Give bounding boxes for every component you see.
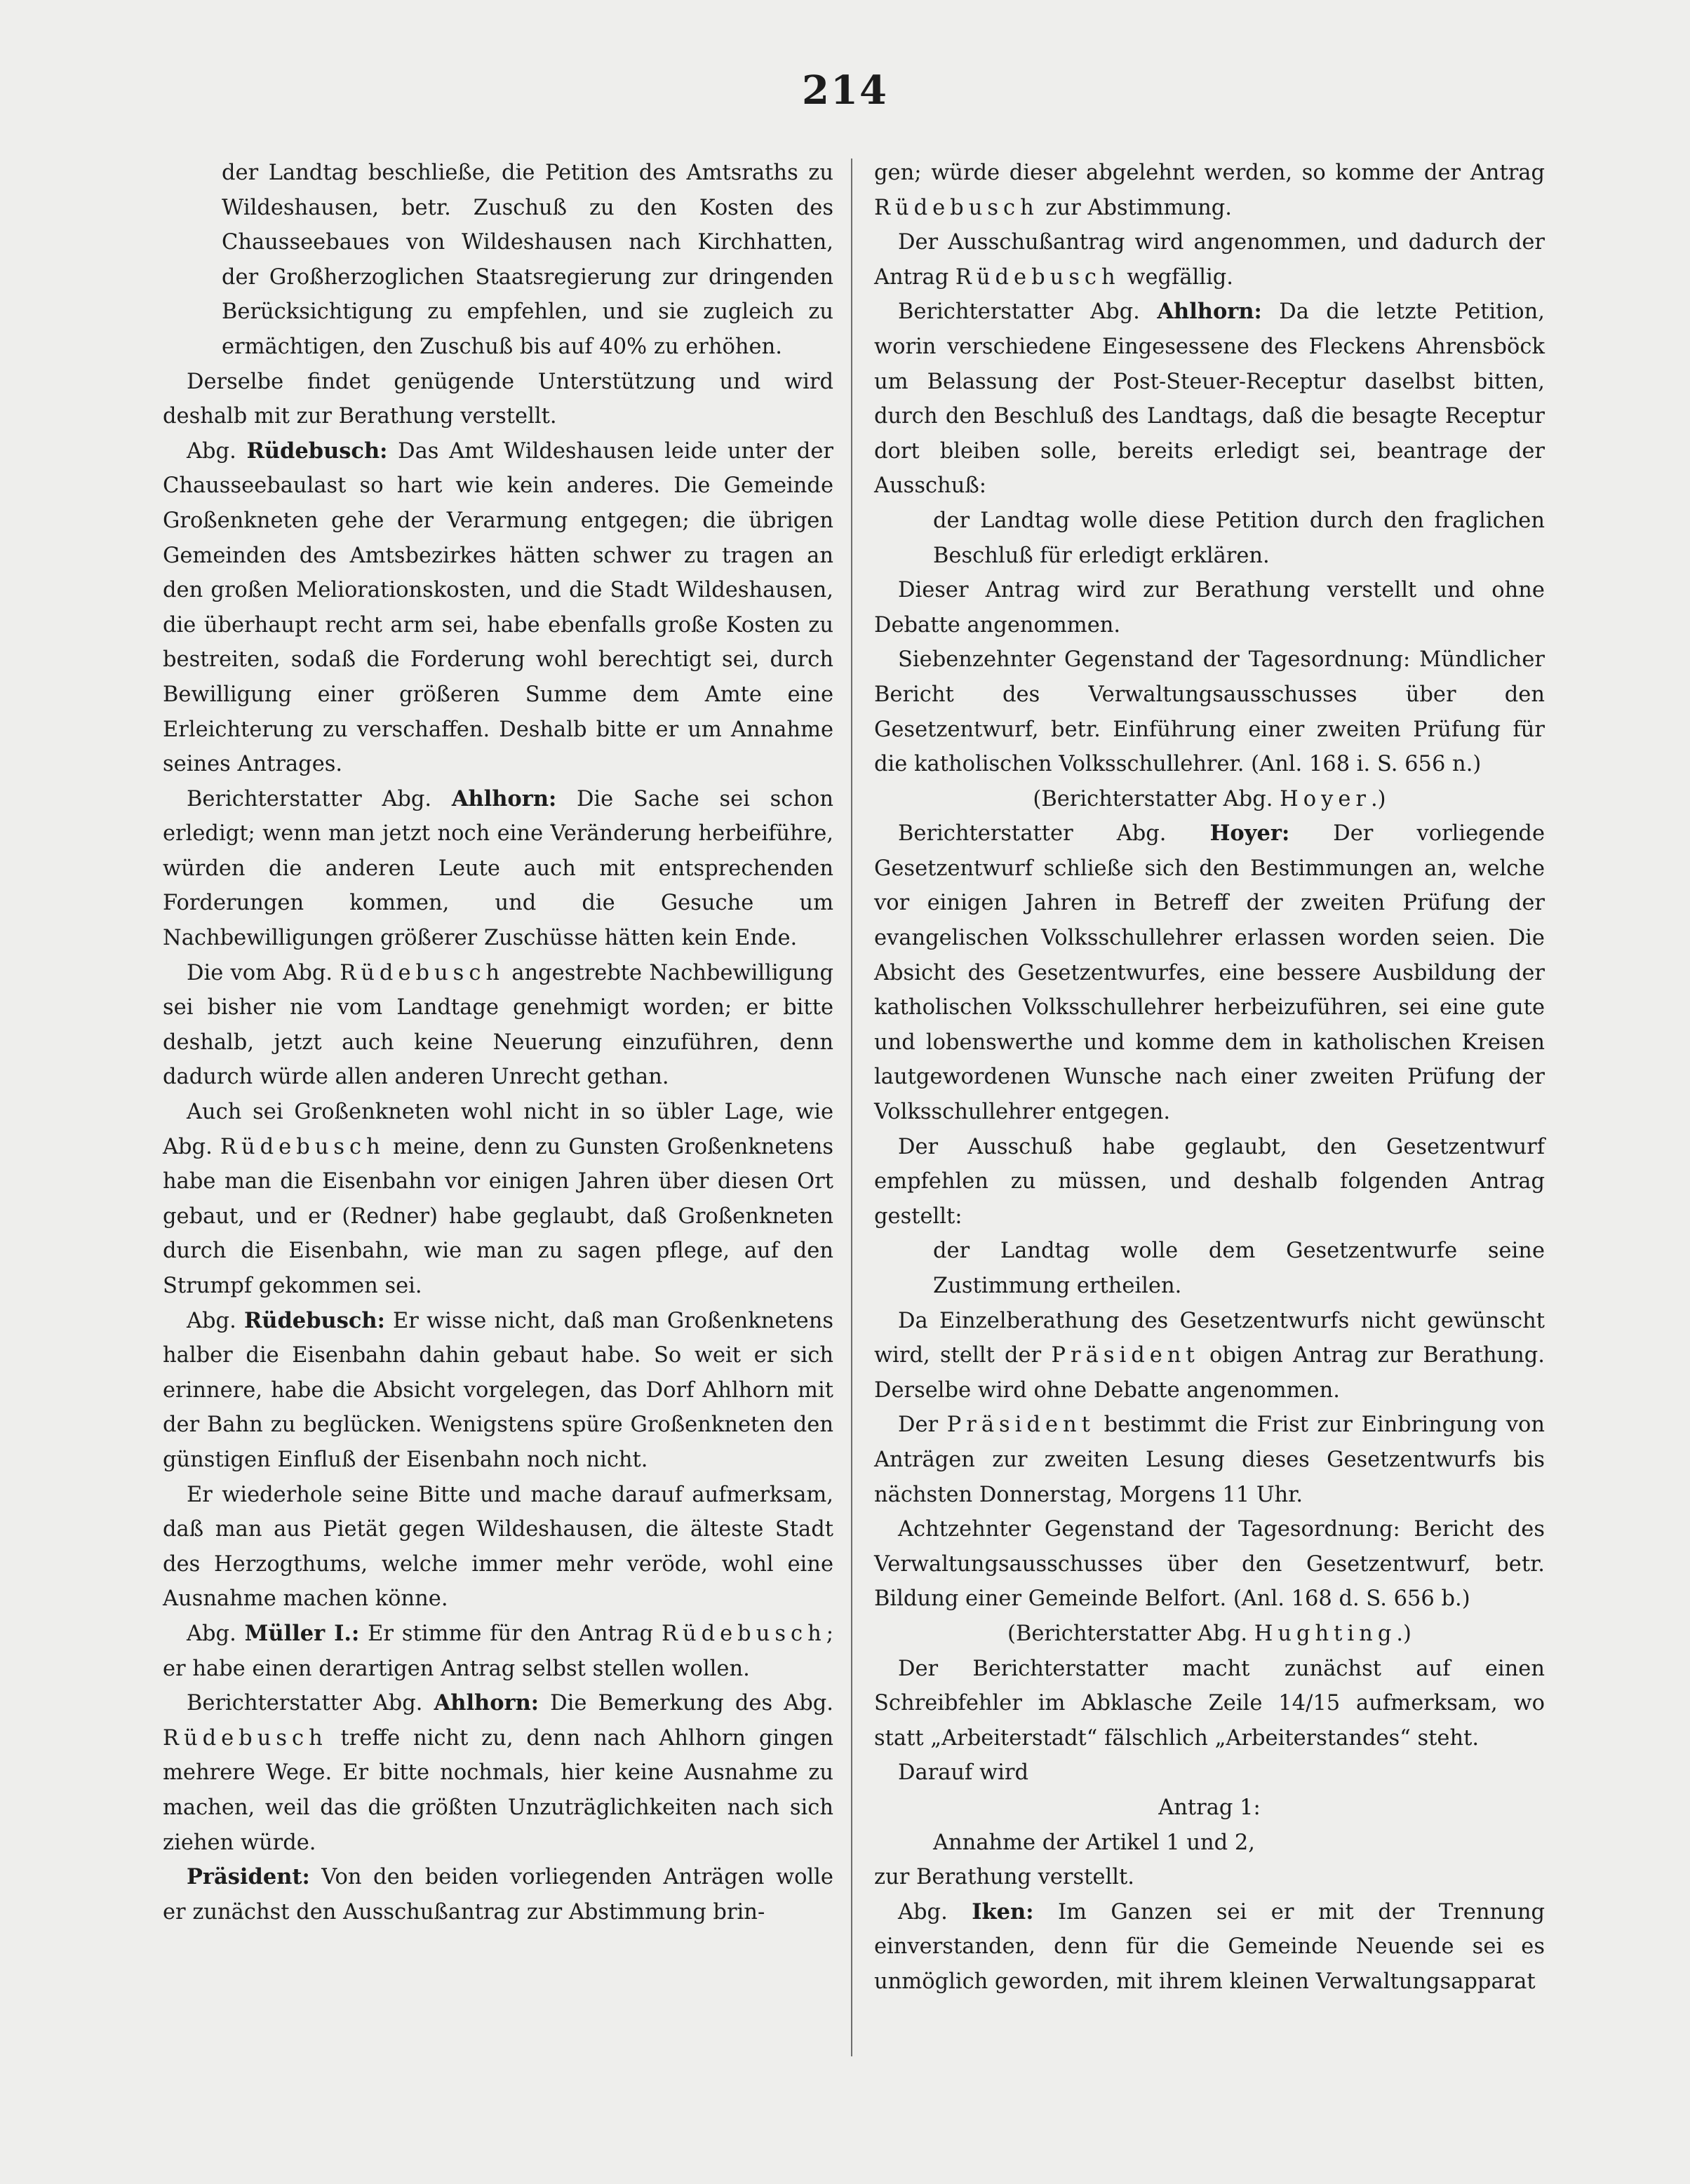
- text-run: Antrag 1:: [1158, 1795, 1261, 1820]
- text-run: zur Abstimmung.: [1038, 195, 1232, 220]
- paragraph: [874, 1130, 1545, 1234]
- text-run: bestimmt die Frist zur Einbringung von Anträgen zur zweiten Lesung dieses Gesetzentwurfs bis nächsten Donnerstag, Morgens 11 Uhr.: [874, 1413, 1545, 1507]
- text-run: der Landtag wolle diese Petition durch den fraglichen Beschluß für erledigt erklären.: [933, 508, 1545, 568]
- spaced-name: Hoyer: [1280, 786, 1371, 811]
- speaker-name: Präsident:: [187, 1864, 310, 1890]
- speaker-name: Müller I.:: [244, 1620, 360, 1646]
- paragraph: [874, 573, 1545, 642]
- text-run: Abg.: [187, 1621, 245, 1646]
- paragraph: [874, 1755, 1545, 1791]
- text-run: Berichterstatter Abg.: [898, 299, 1158, 325]
- text-run: meine, denn zu Gunsten Großenknetens habe man die Eisenbahn vor einigen Jahren über diesen Ort gebaut, und er (Redner) habe geglaubt, daß Großenkneten durch die Eisenbahn, wie man zu sagen pflege, auf den Strumpf gekommen sei.: [163, 1134, 833, 1298]
- paragraph: [163, 1686, 833, 1860]
- text-run: Dieser Antrag wird zur Berathung verstellt und ohne Debatte angenommen.: [874, 578, 1545, 638]
- paragraph: [163, 434, 833, 782]
- text-run: Im Ganzen sei er mit der Trennung einverstanden, denn für die Gemeinde Neuende sei es unmöglich geworden, mit ihrem kleinen Verwaltungsapparat: [874, 1899, 1545, 1994]
- speaker-name: Hoyer:: [1209, 821, 1290, 847]
- text-run: Die Sache sei schon erledigt; wenn man jetzt noch eine Veränderung herbeiführe, würden die anderen Leute auch mit entsprechenden Forderungen kommen, und die Gesuche um Nachbewilligungen größerer Zuschüsse hätten kein Ende.: [163, 786, 833, 951]
- paragraph: [874, 1408, 1545, 1512]
- text-run: zur Berathung verstellt.: [874, 1865, 1134, 1890]
- text-run: Von den beiden vorliegenden Anträgen wolle er zunächst den Ausschußantrag zur Abstimmung brin-: [163, 1865, 833, 1925]
- text-run: .): [1396, 1621, 1411, 1646]
- left-column: [163, 156, 833, 1929]
- speaker-name: Ahlhorn:: [1157, 299, 1262, 325]
- paragraph: [163, 1860, 833, 1929]
- paragraph: [874, 504, 1545, 573]
- text-run: obigen Antrag zur Berathung. Derselbe wird ohne Debatte angenommen.: [874, 1343, 1545, 1403]
- spaced-name: Rüdebusch: [340, 960, 505, 985]
- right-column: [874, 156, 1545, 1999]
- speaker-name: Ahlhorn:: [451, 786, 557, 811]
- spaced-name: Rüdebusch: [220, 1134, 385, 1159]
- text-run: Er stimme für den Antrag: [359, 1621, 662, 1646]
- text-run: wegfällig.: [1120, 264, 1233, 290]
- text-run: der Landtag beschließe, die Petition des Amtsraths zu Wildeshausen, betr. Zuschuß zu den Kosten des Chausseebaues von Wildeshausen nach Kirchhatten, der Großherzoglichen Staatsregierung zur dringenden Berücksichtigung zu empfehlen, und sie zugleich zu ermächtigen, den Zuschuß bis auf 40% zu erhöhen.: [222, 161, 833, 359]
- text-run: Der vorliegende Gesetzentwurf schließe sich den Bestimmungen an, welche vor einigen Jahren in Betreff der zweiten Prüfung der evangelischen Volksschullehrer erlassen worden seien. Die Absicht des Gesetzentwurfes, eine bessere Ausbildung der katholischen Volksschullehrer herbeizuführen, sei eine gute und lobenswerthe und komme dem in katholischen Kreisen lautgewordenen Wunsche nach einer zweiten Prüfung der Volksschullehrer entgegen.: [874, 821, 1545, 1125]
- text-run: Die vom Abg.: [187, 960, 340, 985]
- paragraph: [874, 816, 1545, 1129]
- speaker-name: Rüdebusch:: [246, 438, 388, 464]
- text-run: Derselbe findet genügende Unterstützung und wird deshalb mit zur Berathung verstellt.: [163, 369, 833, 429]
- text-run: Der Ausschußantrag wird angenommen, und dadurch der Antrag: [874, 230, 1545, 290]
- text-run: angestrebte Nachbewilligung sei bisher nie vom Landtage genehmigt worden; er bitte deshalb, jetzt auch keine Neuerung einzuführen, denn dadurch würde allen anderen Unrecht gethan.: [163, 960, 833, 1090]
- paragraph: [163, 956, 833, 1095]
- paragraph: [874, 1304, 1545, 1408]
- text-run: Der: [898, 1413, 947, 1438]
- spaced-name: Hughting: [1254, 1621, 1397, 1646]
- paragraph: [163, 1095, 833, 1304]
- paragraph: [874, 1617, 1545, 1652]
- text-run: Abg.: [187, 438, 247, 464]
- text-run: Berichterstatter Abg.: [187, 1691, 434, 1716]
- page-number: 214: [802, 67, 888, 114]
- paragraph: [163, 1478, 833, 1617]
- spaced-name: Präsident: [1051, 1343, 1200, 1368]
- paragraph: [874, 1652, 1545, 1756]
- text-run: Siebenzehnter Gegenstand der Tagesordnung: Mündlicher Bericht des Verwaltungsausschusses über den Gesetzentwurf, betr. Einführung einer zweiten Prüfung für die katholischen Volksschullehrer. (Anl. 168 i. S. 656 n.): [874, 647, 1545, 777]
- speaker-name: Iken:: [972, 1899, 1034, 1925]
- spaced-name: Präsident: [946, 1413, 1095, 1438]
- paragraph: [874, 1512, 1545, 1617]
- paragraph: [163, 156, 833, 365]
- text-run: Berichterstatter Abg.: [898, 821, 1210, 847]
- paragraph: [874, 1860, 1545, 1895]
- speaker-name: Ahlhorn:: [434, 1690, 539, 1716]
- paragraph: [874, 225, 1545, 295]
- text-run: Da Einzelberathung des Gesetzentwurfs nicht gewünscht wird, stellt der: [874, 1308, 1545, 1368]
- text-run: treffe nicht zu, denn nach Ahlhorn gingen mehrere Wege. Er bitte nochmals, hier keine Ausnahme zu machen, weil das die größten Unzuträglichkeiten nach sich ziehen würde.: [163, 1725, 833, 1855]
- paragraph: [874, 642, 1545, 781]
- text-run: Abg.: [898, 1899, 972, 1925]
- text-run: Er wisse nicht, daß man Großenknetens halber die Eisenbahn dahin gebaut habe. So weit er sich erinnere, habe die Absicht vorgelegen, das Dorf Ahlhorn mit der Bahn zu beglücken. Wenigstens spüre Großenkneten den günstigen Einfluß der Eisenbahn noch nicht.: [163, 1308, 833, 1472]
- spaced-name: Rüdebusch: [661, 1621, 826, 1646]
- text-run: .): [1370, 786, 1386, 811]
- text-run: (Berichterstatter Abg.: [1033, 786, 1280, 811]
- text-run: Darauf wird: [898, 1760, 1028, 1786]
- text-run: Achtzehnter Gegenstand der Tagesordnung: Bericht des Verwaltungsausschusses über den Gesetzentwurf, betr. Bildung einer Gemeinde Belfort. (Anl. 168 d. S. 656 b.): [874, 1517, 1545, 1612]
- paragraph: [163, 365, 833, 434]
- text-run: Abg.: [187, 1308, 244, 1333]
- paragraph: [874, 295, 1545, 504]
- paragraph: [874, 782, 1545, 817]
- spaced-name: Rüdebusch: [163, 1725, 328, 1751]
- paragraph: [163, 782, 833, 956]
- text-run: Er wiederhole seine Bitte und mache darauf aufmerksam, daß man aus Pietät gegen Wildeshausen, die älteste Stadt des Herzogthums, welche immer mehr veröde, wohl eine Ausnahme machen könne.: [163, 1482, 833, 1612]
- column-divider: [851, 159, 852, 2056]
- text-run: gen; würde dieser abgelehnt werden, so komme der Antrag: [874, 161, 1545, 185]
- text-run: Der Berichterstatter macht zunächst auf einen Schreibfehler im Abklasche Zeile 14/15 aufmerksam, wo statt „Arbeiterstadt“ fälschlich „Arbeiterstandes“ steht.: [874, 1656, 1545, 1751]
- text-run: Der Ausschuß habe geglaubt, den Gesetzentwurf empfehlen zu müssen, und deshalb folgenden Antrag gestellt:: [874, 1134, 1545, 1229]
- paragraph: [874, 1826, 1545, 1861]
- paragraph: [874, 1791, 1545, 1826]
- text-run: Da die letzte Petition, worin verschiedene Eingesessene des Fleckens Ahrensböck um Belassung der Post-Steuer-Receptur daselbst bitten, durch den Beschluß des Landtags, daß die besagte Receptur dort bleiben solle, bereits erledigt sei, beantrage der Ausschuß:: [874, 299, 1545, 499]
- text-run: Auch sei Großenkneten wohl nicht in so übler Lage, wie Abg.: [163, 1100, 833, 1159]
- speaker-name: Rüdebusch:: [243, 1307, 385, 1333]
- paragraph: [163, 1304, 833, 1478]
- paragraph: [163, 1617, 833, 1686]
- paragraph: [874, 1895, 1545, 2000]
- text-run: Die Bemerkung des Abg.: [539, 1691, 833, 1716]
- text-run: Das Amt Wildeshausen leide unter der Chausseebaulast so hart wie kein anderes. Die Gemeinde Großenkneten gehe der Verarmung entgegen; die übrigen Gemeinden des Amtsbezirkes hätten schwer zu tragen an den großen Meliorationskosten, und die Stadt Wildeshausen, die überhaupt recht arm sei, habe ebenfalls große Kosten zu bestreiten, sodaß die Forderung wohl berechtigt sei, durch Bewilligung einer größeren Summe dem Amte eine Erleichterung zu verschaffen. Deshalb bitte er um Annahme seines Antrages.: [163, 438, 833, 777]
- text-run: Annahme der Artikel 1 und 2,: [933, 1830, 1255, 1855]
- paragraph: [874, 156, 1545, 225]
- text-run: der Landtag wolle dem Gesetzentwurfe seine Zustimmung ertheilen.: [933, 1239, 1545, 1298]
- text-run: ; er habe einen derartigen Antrag selbst stellen wollen.: [163, 1621, 833, 1681]
- text-run: Berichterstatter Abg.: [187, 786, 452, 811]
- text-run: (Berichterstatter Abg.: [1007, 1621, 1254, 1646]
- paragraph: [874, 1234, 1545, 1303]
- spaced-name: Rüdebusch: [955, 264, 1120, 290]
- spaced-name: Rüdebusch: [874, 195, 1039, 220]
